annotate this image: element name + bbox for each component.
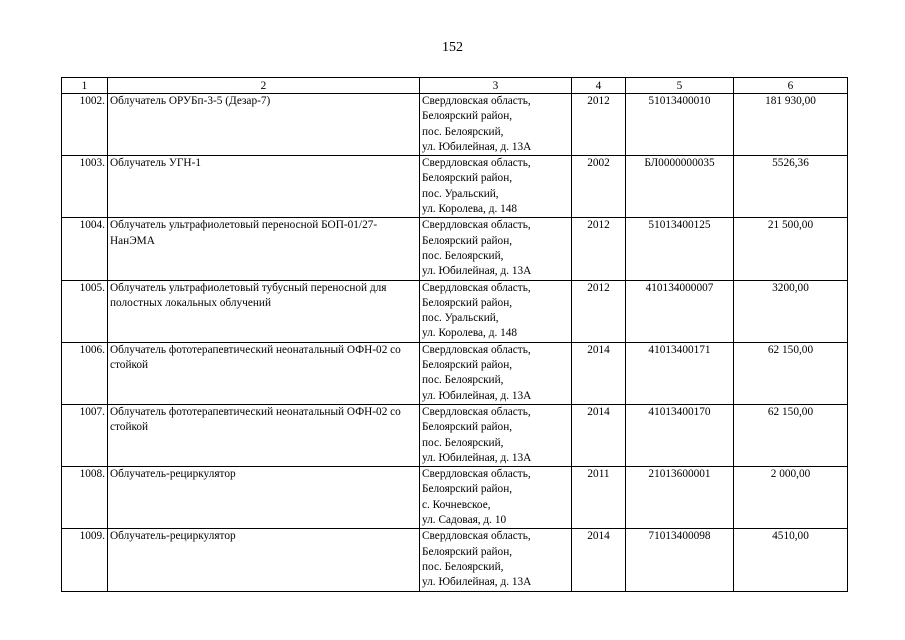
item-address: [420, 280, 572, 342]
address-line: Белоярский район,: [422, 483, 513, 496]
table-row: [62, 467, 848, 529]
item-name: Облучатель фототерапевтический неонатальный ОФН-02 со стойкой: [108, 342, 420, 404]
column-header-cost: 6: [734, 78, 848, 94]
item-name: Облучатель-рециркулятор: [108, 467, 420, 529]
item-year: 2014: [572, 404, 626, 466]
item-inventory-number: БЛ0000000035: [626, 156, 734, 218]
address-line: пос. Белоярский,: [422, 436, 504, 449]
item-inventory-number: 410134000007: [626, 280, 734, 342]
table-row: [62, 280, 848, 342]
item-year: 2014: [572, 529, 626, 591]
address-line: Белоярский район,: [422, 545, 513, 558]
column-header-year: 4: [572, 78, 626, 94]
column-header-number: 1: [62, 78, 108, 94]
address-line: Свердловская область,: [422, 157, 531, 170]
table-row: [62, 529, 848, 591]
address-line: ул. Королева, д. 148: [422, 327, 518, 340]
address-line: Свердловская область,: [422, 468, 531, 481]
address-line: пос. Белоярский,: [422, 560, 504, 573]
item-address: [420, 404, 572, 466]
item-name: Облучатель ультрафиолетовый тубусный переносной для полостных локальных облучений: [108, 280, 420, 342]
item-cost: 62 150,00: [734, 342, 848, 404]
item-year: 2014: [572, 342, 626, 404]
item-cost: 62 150,00: [734, 404, 848, 466]
address-line: ул. Юбилейная, д. 13А: [422, 451, 532, 464]
address-line: Свердловская область,: [422, 219, 531, 232]
address-line: пос. Белоярский,: [422, 125, 504, 138]
item-year: 2002: [572, 156, 626, 218]
item-cost: 21 500,00: [734, 218, 848, 280]
row-number: 1002.: [62, 94, 108, 156]
address-line: пос. Уральский,: [422, 187, 499, 200]
address-line: Белоярский район,: [422, 172, 513, 185]
address-line: Свердловская область,: [422, 530, 531, 543]
table-row: [62, 218, 848, 280]
address-line: ул. Садовая, д. 10: [422, 514, 507, 527]
address-line: Свердловская область,: [422, 281, 531, 294]
row-number: 1003.: [62, 156, 108, 218]
address-line: Белоярский район,: [422, 110, 513, 123]
row-number: 1006.: [62, 342, 108, 404]
table-row: [62, 404, 848, 466]
address-line: ул. Юбилейная, д. 13А: [422, 389, 532, 402]
item-name: Облучатель УГН-1: [108, 156, 420, 218]
item-address: [420, 342, 572, 404]
address-line: ул. Королева, д. 148: [422, 203, 518, 216]
table-row: [62, 342, 848, 404]
item-year: 2012: [572, 94, 626, 156]
column-header-inventory: 5: [626, 78, 734, 94]
item-inventory-number: 71013400098: [626, 529, 734, 591]
item-address: [420, 156, 572, 218]
column-header-address: 3: [420, 78, 572, 94]
table-row: [62, 94, 848, 156]
address-line: ул. Юбилейная, д. 13А: [422, 576, 532, 589]
item-inventory-number: 51013400010: [626, 94, 734, 156]
row-number: 1008.: [62, 467, 108, 529]
address-line: Свердловская область,: [422, 95, 531, 107]
address-line: Белоярский район,: [422, 359, 513, 372]
item-year: 2011: [572, 467, 626, 529]
property-register-table: [61, 77, 848, 592]
header-row: [62, 78, 848, 94]
item-name: Облучатель ультрафиолетовый переносной БОП-01/27-НанЭМА: [108, 218, 420, 280]
item-inventory-number: 51013400125: [626, 218, 734, 280]
item-cost: 181 930,00: [734, 94, 848, 156]
item-cost: 5526,36: [734, 156, 848, 218]
item-name: Облучатель-рециркулятор: [108, 529, 420, 591]
address-line: пос. Белоярский,: [422, 249, 504, 262]
item-cost: 2 000,00: [734, 467, 848, 529]
table-row: [62, 156, 848, 218]
item-name: Облучатель ОРУБп-3-5 (Дезар-7): [108, 94, 420, 156]
address-line: Свердловская область,: [422, 405, 531, 418]
item-inventory-number: 21013600001: [626, 467, 734, 529]
item-address: [420, 218, 572, 280]
item-year: 2012: [572, 280, 626, 342]
row-number: 1004.: [62, 218, 108, 280]
item-address: [420, 467, 572, 529]
column-header-name: 2: [108, 78, 420, 94]
address-line: Белоярский район,: [422, 296, 513, 309]
item-address: [420, 94, 572, 156]
row-number: 1005.: [62, 280, 108, 342]
address-line: Белоярский район,: [422, 234, 513, 247]
address-line: пос. Белоярский,: [422, 374, 504, 387]
item-cost: 3200,00: [734, 280, 848, 342]
address-line: ул. Юбилейная, д. 13А: [422, 140, 532, 153]
item-cost: 4510,00: [734, 529, 848, 591]
address-line: Белоярский район,: [422, 421, 513, 434]
page-number: 152: [442, 40, 463, 55]
address-line: с. Кочневское,: [422, 498, 491, 511]
item-inventory-number: 41013400170: [626, 404, 734, 466]
item-year: 2012: [572, 218, 626, 280]
address-line: Свердловская область,: [422, 343, 531, 356]
row-number: 1009.: [62, 529, 108, 591]
item-address: [420, 529, 572, 591]
address-line: пос. Уральский,: [422, 312, 499, 325]
item-inventory-number: 41013400171: [626, 342, 734, 404]
row-number: 1007.: [62, 404, 108, 466]
address-line: ул. Юбилейная, д. 13А: [422, 265, 532, 278]
item-name: Облучатель фототерапевтический неонатальный ОФН-02 со стойкой: [108, 404, 420, 466]
